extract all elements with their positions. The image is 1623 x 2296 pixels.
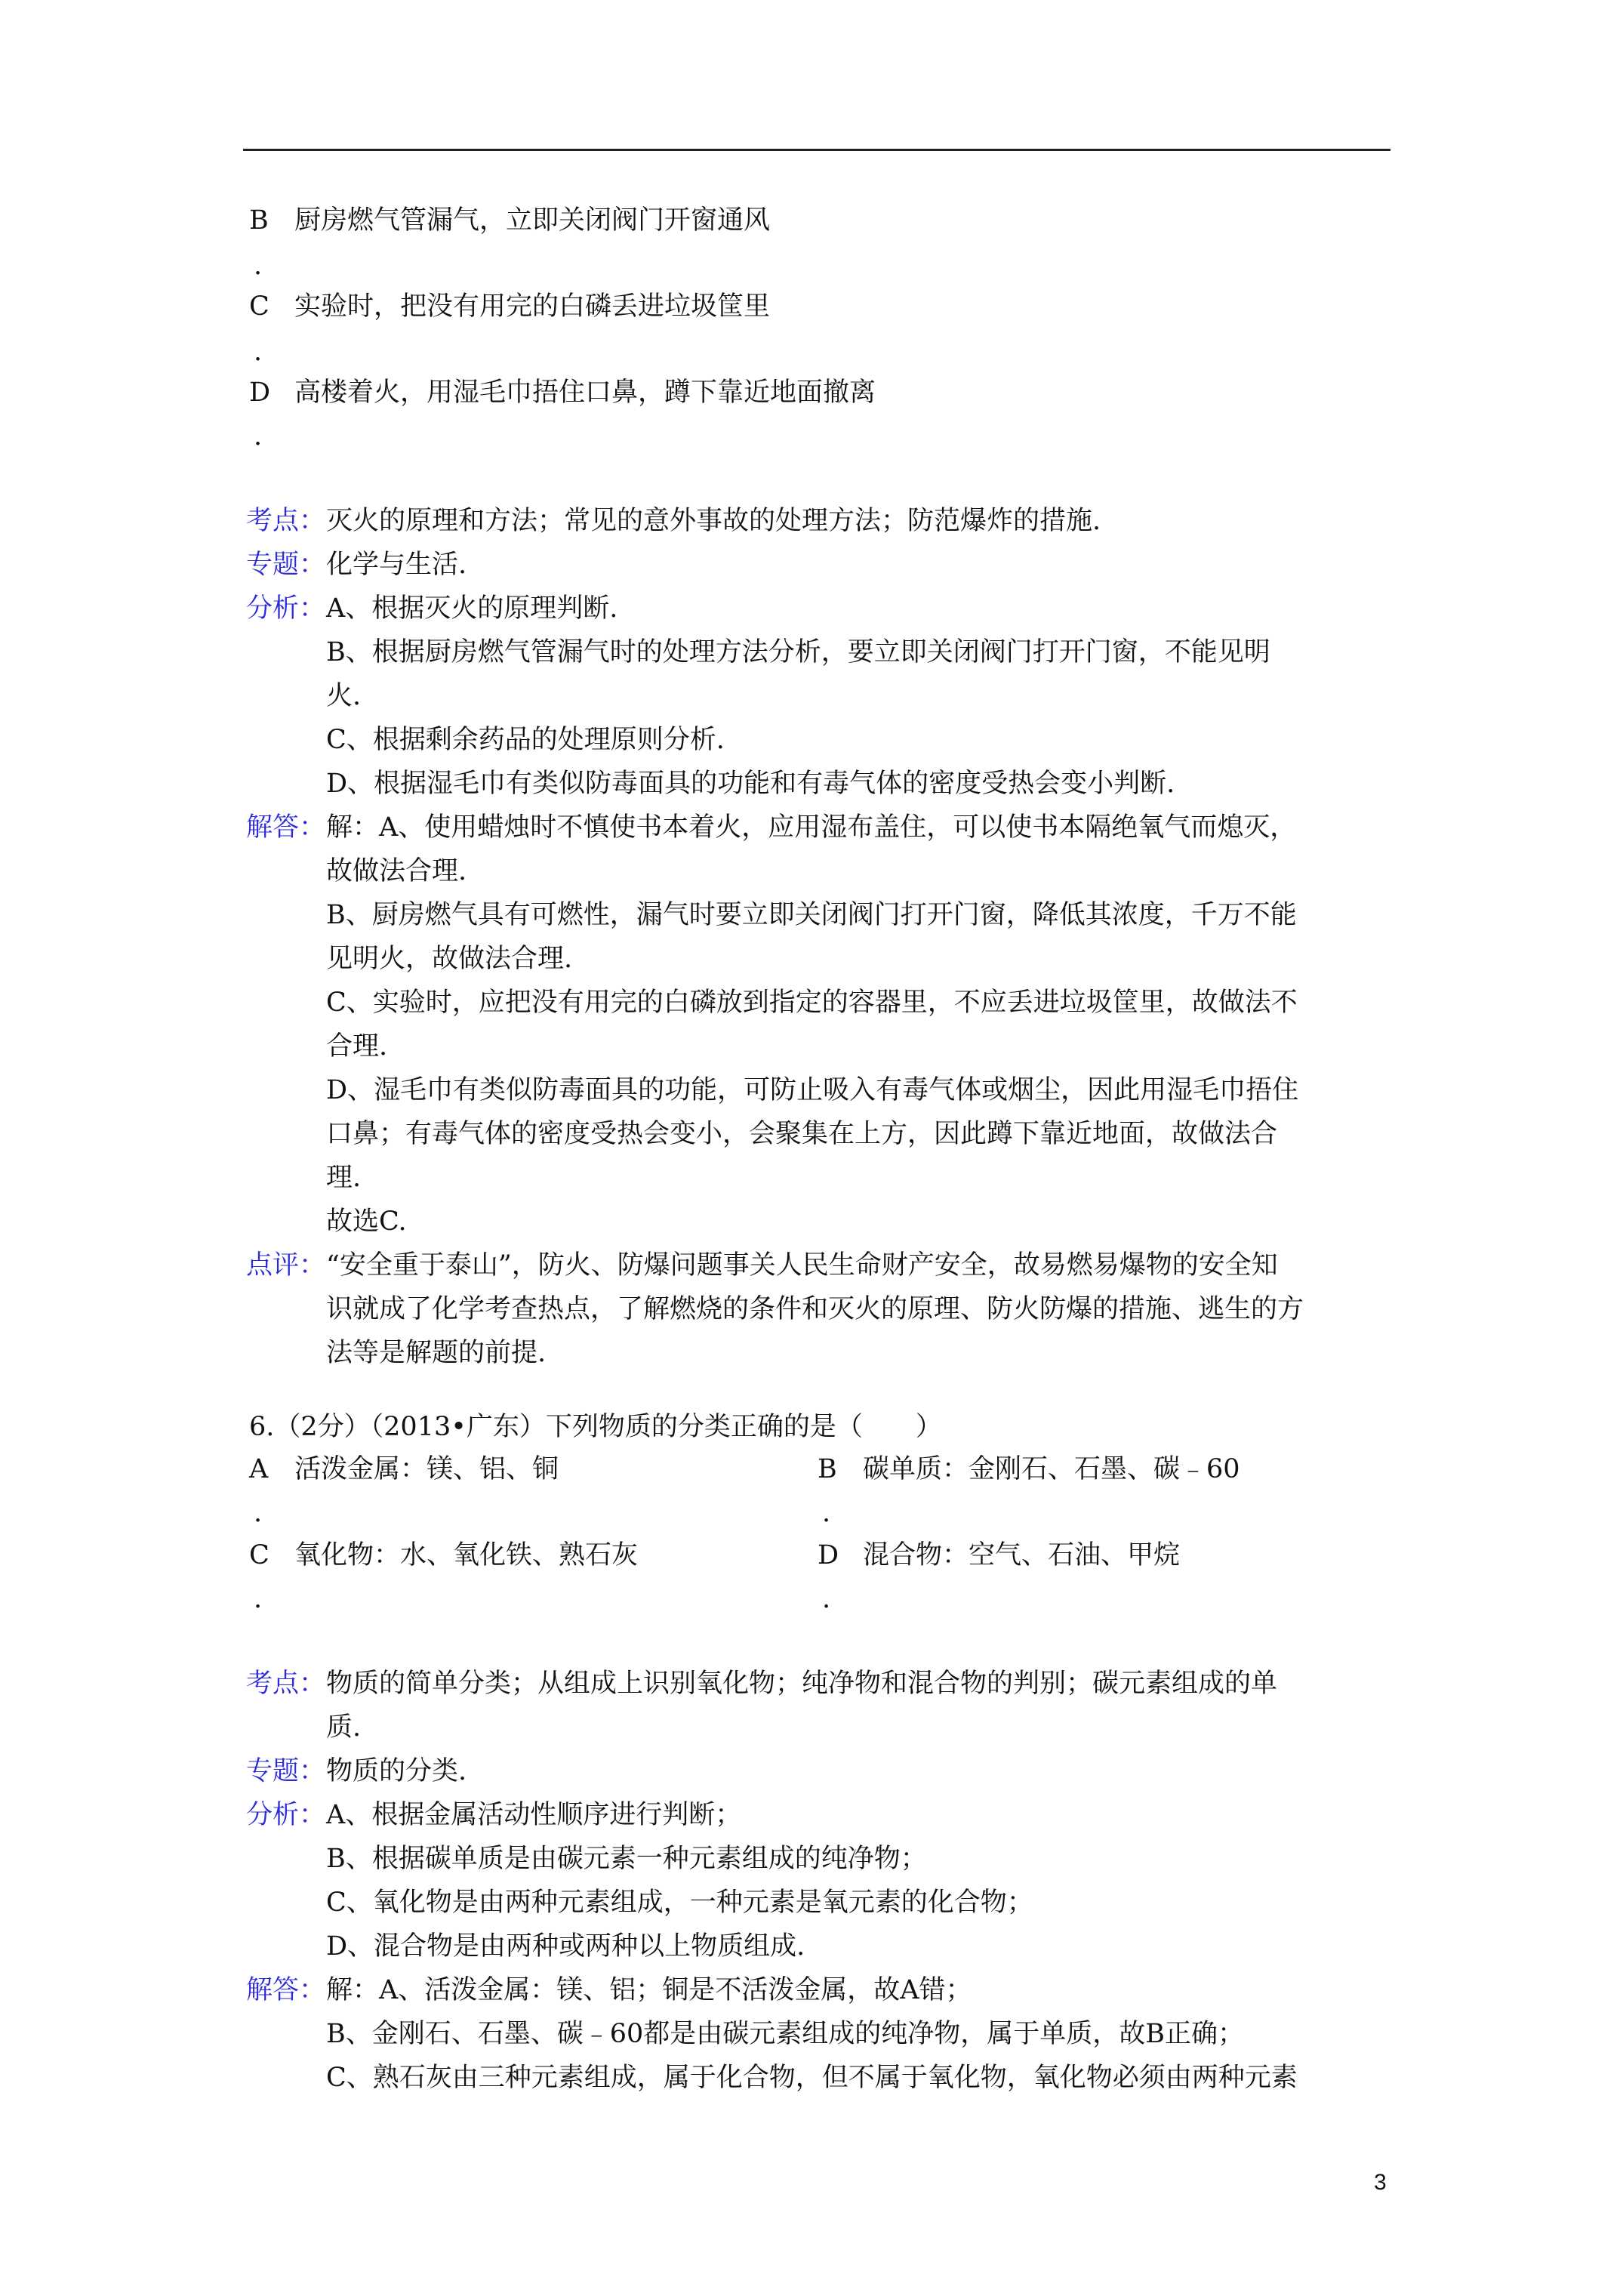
fenxi-label: 分析：	[246, 1800, 326, 1830]
jieda-line: 解：A、使用蜡烛时不慎使书本着火，应用湿布盖住，可以使书本隔绝氧气而熄灭，	[326, 812, 1297, 843]
question-stem: 6.（2分）（2013•广东）下列物质的分类正确的是（ ）	[249, 1412, 942, 1442]
fenxi-line: C、氧化物是由两种元素组成，一种元素是氧元素的化合物；	[326, 1888, 1033, 1918]
option-dot: .	[254, 251, 263, 281]
dianping-label: 点评：	[246, 1250, 326, 1281]
dianping-line: 识就成了化学考查热点，了解燃烧的条件和灭火的原理、防火防爆的措施、逃生的方	[326, 1294, 1304, 1324]
fenxi-label: 分析：	[246, 593, 326, 624]
header-rule	[243, 149, 1390, 151]
option-text: 高楼着火，用湿毛巾捂住口鼻，蹲下靠近地面撤离	[294, 378, 876, 408]
fenxi-line: A、根据灭火的原理判断.	[326, 593, 618, 624]
fenxi-line: 火.	[326, 681, 362, 711]
zhuanti-label: 专题：	[246, 1756, 326, 1786]
jieda-line: 故做法合理.	[326, 856, 467, 886]
fenxi-line: D、混合物是由两种或两种以上物质组成.	[326, 1931, 805, 1962]
option-letter: D	[249, 378, 271, 408]
jieda-line: B、金刚石、石墨、碳﹣60都是由碳元素组成的纯净物，属于单质，故B正确；	[326, 2019, 1244, 2049]
kaodian-label: 考点：	[246, 1669, 326, 1699]
fenxi-line: B、根据厨房燃气管漏气时的处理方法分析，要立即关闭阀门打开门窗，不能见明	[326, 637, 1270, 667]
kaodian-line: 物质的简单分类；从组成上识别氧化物；纯净物和混合物的判别；碳元素组成的单	[326, 1669, 1278, 1699]
kaodian-text: 灭火的原理和方法；常见的意外事故的处理方法；防范爆炸的措施.	[326, 506, 1101, 536]
option-text: 实验时，把没有用完的白磷丢进垃圾筐里	[294, 291, 771, 322]
option-dot: .	[254, 1584, 263, 1614]
fenxi-line: B、根据碳单质是由碳元素一种元素组成的纯净物；	[326, 1844, 927, 1874]
option-text: 厨房燃气管漏气，立即关闭阀门开窗通风	[294, 205, 771, 236]
dianping-line: “安全重于泰山”，防火、防爆问题事关人民生命财产安全，故易燃易爆物的安全知	[326, 1250, 1278, 1281]
option-letter: B	[818, 1454, 837, 1484]
option-text: 活泼金属：镁、铝、铜	[294, 1454, 559, 1484]
jieda-line: B、厨房燃气具有可燃性，漏气时要立即关闭阀门打开门窗，降低其浓度，千万不能	[326, 900, 1297, 930]
option-letter: B	[249, 205, 269, 236]
kaodian-line: 质.	[326, 1712, 362, 1743]
jieda-line: C、实验时，应把没有用完的白磷放到指定的容器里，不应丢进垃圾筐里，故做法不	[326, 988, 1298, 1018]
jieda-label: 解答：	[246, 812, 326, 843]
jieda-line: 解：A、活泼金属：镁、铝；铜是不活泼金属，故A错；	[326, 1975, 972, 2005]
zhuanti-text: 化学与生活.	[326, 550, 467, 580]
fenxi-line: D、根据湿毛巾有类似防毒面具的功能和有毒气体的密度受热会变小判断.	[326, 769, 1175, 799]
option-letter: C	[249, 1540, 269, 1570]
option-letter: D	[818, 1540, 839, 1570]
option-dot: .	[254, 421, 263, 451]
option-dot: .	[254, 337, 263, 367]
dianping-line: 法等是解题的前提.	[326, 1338, 547, 1368]
jieda-line: 理.	[326, 1163, 362, 1193]
option-dot: .	[822, 1584, 831, 1614]
jieda-line: 口鼻；有毒气体的密度受热会变小，会聚集在上方，因此蹲下靠近地面，故做法合	[326, 1119, 1278, 1149]
option-text: 氧化物：水、氧化铁、熟石灰	[294, 1540, 639, 1570]
option-text: 碳单质：金刚石、石墨、碳﹣60	[863, 1454, 1240, 1484]
fenxi-line: C、根据剩余药品的处理原则分析.	[326, 725, 725, 755]
option-letter: C	[249, 291, 269, 322]
jieda-line: D、湿毛巾有类似防毒面具的功能，可防止吸入有毒气体或烟尘，因此用湿毛巾捂住	[326, 1075, 1299, 1105]
option-dot: .	[254, 1498, 263, 1528]
zhuanti-label: 专题：	[246, 550, 326, 580]
fenxi-line: A、根据金属活动性顺序进行判断；	[326, 1800, 742, 1830]
zhuanti-text: 物质的分类.	[326, 1756, 467, 1786]
jieda-line: 故选C.	[326, 1207, 407, 1237]
page-number: 3	[1374, 2170, 1387, 2195]
jieda-line: 合理.	[326, 1031, 388, 1062]
jieda-label: 解答：	[246, 1975, 326, 2005]
option-text: 混合物：空气、石油、甲烷	[863, 1540, 1181, 1570]
option-letter: A	[249, 1454, 269, 1484]
jieda-line: 见明火，故做法合理.	[326, 944, 573, 974]
jieda-line: C、熟石灰由三种元素组成，属于化合物，但不属于氧化物，氧化物必须由两种元素	[326, 2063, 1298, 2093]
kaodian-label: 考点：	[246, 506, 326, 536]
option-dot: .	[822, 1498, 831, 1528]
